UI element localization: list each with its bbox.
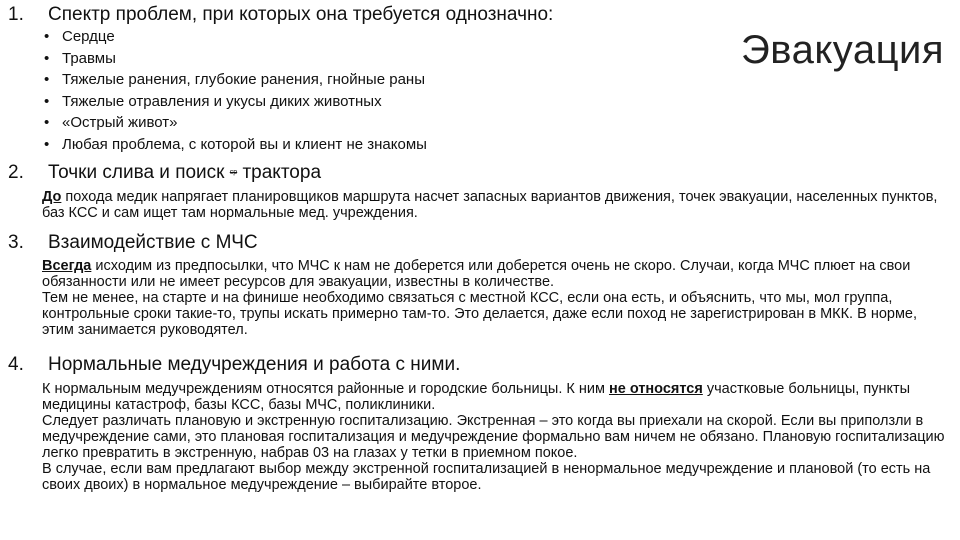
section-4-paragraph — [42, 381, 950, 493]
section-3-heading-text: Взаимодействие с МЧС — [48, 232, 258, 253]
section-3-number: 3. — [8, 232, 24, 253]
section-4-heading — [8, 354, 460, 376]
section-3-paragraph — [42, 258, 950, 338]
section-2-paragraph: До похода медик напрягает планировщиков маршрута насчет запасных вариантов движения, точек эвакуации, населенных пунктов, баз КСС и сам ищет там нормальные мед. учреждения. — [42, 189, 938, 221]
list-item: • Травмы — [44, 48, 427, 70]
section-2-number: 2. — [8, 162, 24, 184]
section-1-heading — [8, 4, 553, 26]
list-item: • «Острый живот» — [44, 112, 427, 134]
section-1-number: 1. — [8, 4, 24, 25]
bullet-icon: • — [44, 114, 50, 131]
bullet-icon: • — [44, 135, 50, 153]
bullet-icon: • — [44, 92, 50, 110]
emphasis-text: не относятся — [608, 381, 703, 397]
section-3-heading — [8, 232, 258, 254]
emphasis-text: До — [42, 189, 62, 205]
section-4-number: 4. — [8, 354, 24, 375]
paragraph: В случае, если вам предлагают выбор между экстренной госпитализацией в ненормальное медучреждение и плановой (то есть на своих двоих) в нормальное медучреждение – выбирайте второе. — [42, 461, 931, 493]
bullet-icon: • — [44, 28, 50, 45]
paragraph: Тем не менее, на старте и на финише необходимо связаться с местной КСС, если она есть, и объяснить, что мы, мол группа, контрольные сроки такие-то, трупы искать примерно там-то. Это делается, даже если поход не зарегистрирован в МКК. В норме, этим занимается руководятел. — [42, 290, 918, 338]
bullet-icon: • — [44, 49, 50, 67]
paragraph: Всегда исходим из предпосылки, что МЧС к нам не доберется или доберется очень не скоро. Случаи, когда МЧС плюет на свои обязанности или не имеет ресурсов для эвакуации, известны в количестве. — [42, 258, 911, 290]
section-2-heading: 2. Точки слива и поиск ср трактора — [8, 162, 322, 184]
bullet-icon: • — [44, 71, 50, 88]
list-item: • Любая проблема, с которой вы и клиент не знакомы — [44, 134, 427, 156]
list-item: • Тяжелые ранения, глубокие ранения, гнойные раны — [44, 69, 427, 91]
paragraph: Следует различать плановую и экстренную госпитализацию. Экстренная – это когда вы приехали на скорой. Если вы приползли в медучреждение сами, это плановая госпитализация и медучреждение формально вам ничем не обязано. Плановую госпитализацию легко превратить в экстренную, набрав 03 на глазах у тетки в приемном покое. — [42, 413, 945, 461]
section-1-heading-text: Спектр проблем, при которых она требуется однозначно: — [48, 4, 554, 25]
list-item: • Сердце — [44, 26, 427, 48]
slide-title: Эвакуация — [741, 28, 944, 72]
section-1-bullet-list — [44, 26, 427, 155]
section-4-heading-text: Нормальные медучреждения и работа с ними. — [48, 354, 461, 375]
emphasis-text: Всегда — [42, 258, 92, 274]
list-item: • Тяжелые отравления и укусы диких животных — [44, 91, 427, 113]
struck-small-word: ср — [229, 169, 238, 176]
paragraph: К нормальным медучреждениям относятся районные и городские больницы. К ним не относятся участковые больницы, пункты медицины катастроф, базы КСС, базы МЧС, поликлиники. — [42, 381, 911, 413]
